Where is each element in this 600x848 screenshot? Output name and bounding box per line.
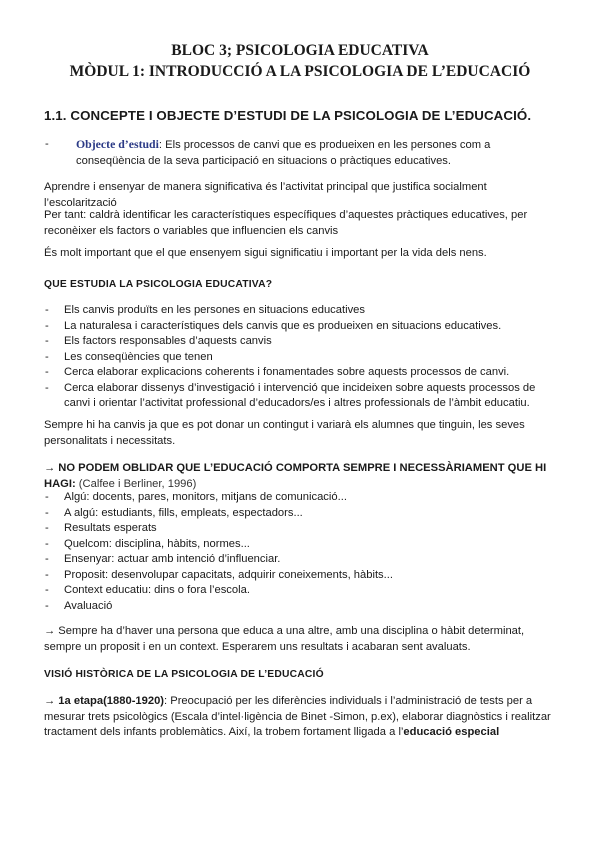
object-of-study-term: Objecte d’estudi xyxy=(76,137,159,151)
document-title-line2: MÒDUL 1: INTRODUCCIÓ A LA PSICOLOGIA DE L’EDUCACIÓ xyxy=(69,63,531,80)
section-heading-historical: VISIÓ HISTÒRICA DE LA PSICOLOGIA DE L’EDUCACIÓ xyxy=(44,669,324,680)
section-heading-what-studies: QUE ESTUDIA LA PSICOLOGIA EDUCATIVA? xyxy=(44,279,273,290)
paragraph-always-changes: Sempre hi ha canvis ja que es pot donar un contingut i variarà els alumnes que tinguin, les seves personalitats i necessitats. xyxy=(44,419,525,447)
object-of-study-list xyxy=(44,137,559,169)
list-item: - Resultats esperats xyxy=(44,521,559,537)
list-item xyxy=(44,137,559,169)
section-heading-concept: 1.1. CONCEPTE I OBJECTE D’ESTUDI DE LA PSICOLOGIA DE L’EDUCACIÓ. xyxy=(44,108,532,123)
list-item: - Proposit: desenvolupar capacitats, adquirir coneixements, hàbits... xyxy=(44,568,559,584)
document-title-line1: BLOC 3; PSICOLOGIA EDUCATIVA xyxy=(171,42,429,59)
paragraph-learn-teach: Aprendre i ensenyar de manera significativa és l’activitat principal que justifica socialment l’escolarització xyxy=(44,181,487,209)
education-requires-heading xyxy=(44,461,559,492)
education-requires-text: → NO PODEM OBLIDAR QUE L’EDUCACIÓ COMPORTA SEMPRE I NECESSÀRIAMENT QUE HI HAGI: xyxy=(44,462,547,490)
special-education-term: educació especial xyxy=(403,726,500,738)
list-item: - La naturalesa i característiques dels canvis que es produeixen en situacions educatives. xyxy=(44,319,559,335)
list-item: - Els canvis produïts en les persones en situacions educatives xyxy=(44,303,559,319)
first-stage-label: 1a etapa(1880-1920) xyxy=(58,695,165,707)
object-of-study-text: : Els processos de canvi que es produeixen en les persones com a conseqüència de la seva participació en situacions o pràctiques educatives. xyxy=(76,139,491,167)
paragraph-important: És molt important que el que ensenyem sigui significatiu i important per la vida dels nens. xyxy=(44,247,487,259)
citation: (Calfee i Berliner, 1996) xyxy=(75,477,197,490)
list-item: - Ensenyar: actuar amb intenció d’influenciar. xyxy=(44,552,559,568)
paragraph-first-stage: → 1a etapa(1880-1920): Preocupació per les diferències individuals i l’administració de tests per a mesurar trets psicològics (Escala d’intel·ligència de Binet -Simon, p.ex), elaborar diagnòstics i realitzar tractament dels infants problemàtics. Així, la trobem fortament lligada a l’educació especial xyxy=(44,695,551,738)
list-item: - Quelcom: disciplina, hàbits, normes... xyxy=(44,537,559,553)
paragraph-therefore: Per tant: caldrà identificar les característiques específiques d’aquestes pràctiques educatives, per reconèixer els factors o variables que influencien els canvis xyxy=(44,209,528,237)
education-requires-list xyxy=(44,490,559,614)
list-item: - Les conseqüències que tenen xyxy=(44,350,559,366)
list-item: - Context educatiu: dins o fora l’escola. xyxy=(44,583,559,599)
list-item: - A algú: estudiants, fills, empleats, espectadors... xyxy=(44,506,559,522)
list-item: - Avaluació xyxy=(44,599,559,615)
what-studies-list xyxy=(44,303,559,412)
first-stage-text: : Preocupació per les diferències individuals i l’administració de tests per a mesurar trets psicològics (Escala d’intel·ligència de Binet -Simon, p.ex), elaborar diagnòstics i realitzar tractament dels infants problemàtics. Així, la trobem fortament lligada a l’ xyxy=(44,695,551,738)
list-item: - Cerca elaborar dissenys d’investigació i intervenció que incideixen sobre aquests processos de canvi i orientar l’activitat professional d’educadors/es i altres professionals de l’àmbit educatiu. xyxy=(44,381,559,412)
list-item: - Cerca elaborar explicacions coherents i fonamentades sobre aquests processos de canvi. xyxy=(44,365,559,381)
list-item: - Algú: docents, pares, monitors, mitjans de comunicació... xyxy=(44,490,559,506)
list-item: - Els factors responsables d’aquests canvis xyxy=(44,334,559,350)
paragraph-always-person: → Sempre ha d’haver una persona que educa a una altre, amb una disciplina o hàbit determinat, sempre un proposit i en un context. Esperarem uns resultats i acabaran sent avaluats. xyxy=(44,625,525,653)
